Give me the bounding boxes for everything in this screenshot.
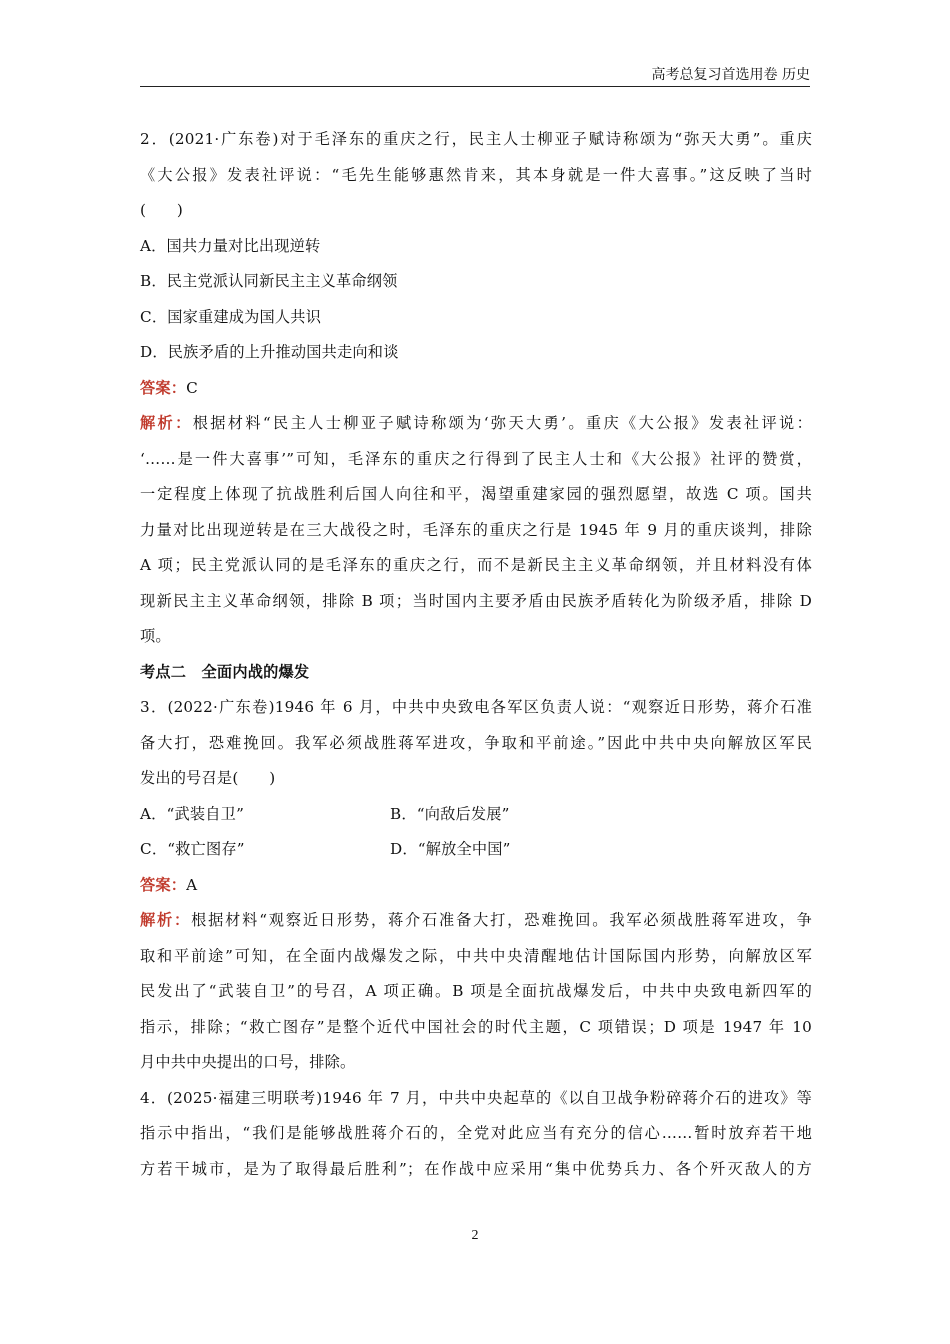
analysis-text: 根据材料“民主人士柳亚子赋诗称颂为‘弥天大勇’。重庆《大公报》发表社评说： [192,414,812,432]
question-stem-line: 3．(2022·广东卷)1946 年 6 月，中共中央致电各军区负责人说：“观察近日形势，蒋介石准 [140,698,812,716]
analysis-line: 取和平前途”可知，在全面内战爆发之际，中共中央清醒地估计国际国内形势，向解放区军 [140,946,812,965]
analysis-text: 根据材料“观察近日形势，蒋介石准备大打，恐难挽回。我军必须战胜蒋军进攻，争 [191,911,812,929]
question-stem-line: 指示中指出，“我们是能够战胜蒋介石的，全党对此应当有充分的信心……暂时放弃若干地 [140,1124,812,1142]
analysis-line: 一定程度上体现了抗战胜利后国人向往和平，渴望重建家园的强烈愿望，故选 C 项。国共 [140,485,812,503]
question-stem-line: 发出的号召是( ) [140,769,276,787]
analysis-line: 项。 [140,627,171,645]
analysis-line [140,406,812,442]
page-number: 2 [471,1228,479,1243]
option-b: B．“向敌后发展” [390,804,510,823]
page-header [140,62,810,87]
question-stem-line: 备大打，恐难挽回。我军必须战胜蒋军进攻，争取和平前途。”因此中共中央向解放区军民 [140,733,812,752]
question-stem-line: 方若干城市，是为了取得最后胜利”；在作战中应采用“集中优势兵力、各个歼灭敌人的方 [140,1159,812,1178]
question-stem-line: 《大公报》发表社评说：“毛先生能够惠然肯来，其本身就是一件大喜事。”这反映了当时 [140,165,812,184]
analysis-line: A 项；民主党派认同的是毛泽东的重庆之行，而不是新民主主义革命纲领，并且材料没有体 [140,556,812,574]
answer-label: 答案： [140,875,187,894]
answer-line [140,868,812,904]
answer-value: A [186,875,198,894]
question-stem-line: 4．(2025·福建三明联考)1946 年 7 月，中共中央起草的《以自卫战争粉碎蒋介石的进攻》等 [140,1088,812,1107]
question-4 [140,1081,812,1188]
analysis-line: 现新民主主义革命纲领，排除 B 项；当时国内主要矛盾由民族矛盾转化为阶级矛盾，排除 D [140,591,812,610]
option-c: C．国家重建成为国人共识 [140,307,322,326]
question-stem-line: ( ) [140,201,184,219]
analysis-label: 解析： [140,414,193,432]
option-row [140,797,812,833]
analysis-line: 民发出了“武装自卫”的号召，A 项正确。B 项是全面抗战爆发后，中共中央致电新四军的 [140,982,812,1000]
analysis-line [140,903,812,939]
question-3 [140,690,812,1081]
header-title: 高考总复习首选用卷 历史 [651,67,810,83]
analysis-line: 力量对比出现逆转是在三大战役之时，毛泽东的重庆之行是 1945 年 9 月的重庆谈判，排除 [140,520,812,539]
analysis-line: 指示，排除；“救亡图存”是整个近代中国社会的时代主题，C 项错误；D 项是 1947 年 10 [140,1017,812,1036]
option-a: A．“武装自卫” [140,804,245,823]
option-b: B．民主党派认同新民主主义革命纲领 [140,272,398,290]
option-c: C．“救亡图存” [140,840,245,858]
option-d: D．民族矛盾的上升推动国共走向和谈 [140,343,399,361]
answer-value: C [186,378,198,397]
answer-label: 答案： [140,378,187,397]
document-body [140,122,812,1187]
option-row [140,832,812,868]
analysis-line: ‘……是一件大喜事’”可知，毛泽东的重庆之行得到了民主人士和《大公报》社评的赞赏， [140,449,812,468]
question-2 [140,122,812,655]
option-d: D．“解放全中国” [390,840,511,858]
section-title: 考点二 全面内战的爆发 [140,662,310,681]
analysis-line: 月中共中央提出的口号，排除。 [140,1053,356,1071]
analysis-label: 解析： [140,911,192,929]
question-stem-line: 2．(2021·广东卷)对于毛泽东的重庆之行，民主人士柳亚子赋诗称颂为“弥天大勇”。重庆 [140,130,812,148]
answer-line [140,371,812,407]
option-a: A．国共力量对比出现逆转 [140,236,321,255]
